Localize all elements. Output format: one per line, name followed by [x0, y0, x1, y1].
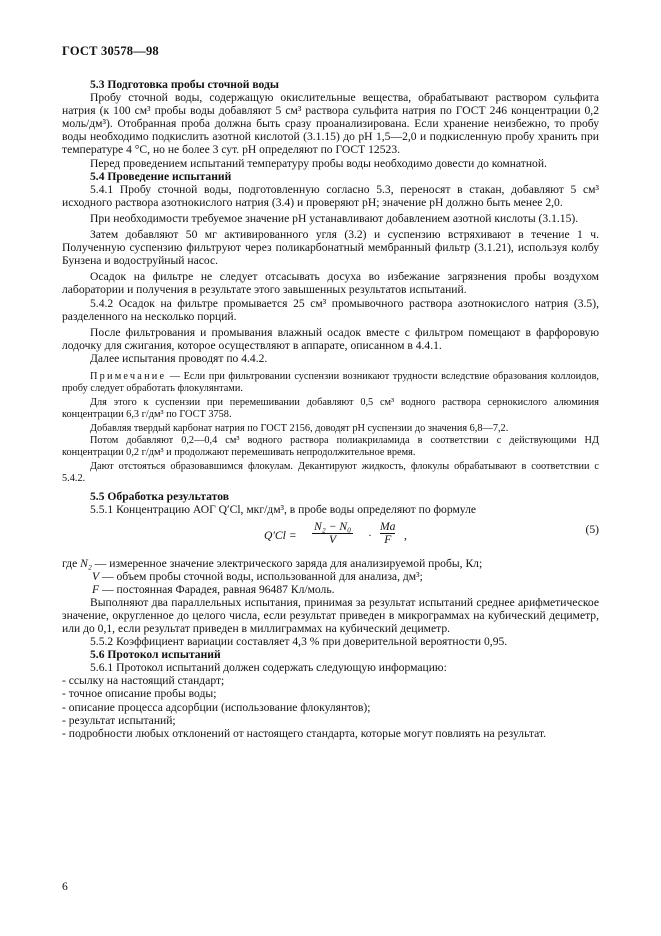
section-5-3-title: 5.3 Подготовка пробы сточной воды [90, 78, 279, 91]
note-paragraph-2: Для этого к суспензии при перемешивании добавляют 0,5 см³ водного раствора сернокислого алюминия концентрации 6,3 г/дм³ по ГОСТ 3758. [62, 397, 599, 420]
page-number: 6 [62, 880, 68, 893]
list-item: - результат испытаний; [62, 713, 176, 727]
note-block [62, 371, 599, 484]
section-5-4-2-paragraph-3: Далее испытания проводят по 4.4.2. [90, 351, 268, 365]
formula-fraction-1 [312, 521, 353, 546]
list-item: - описание процесса адсорбции (использование флокулянтов); [62, 700, 371, 714]
section-5-5-2-paragraph-1: 5.5.2 Коэффициент вариации составляет 4,3 % при доверительной вероятности 0,95. [90, 635, 508, 649]
section-5-4-1-paragraph-4: Осадок на фильтре не следует отсасывать досуха во избежание загрязнения пробы воздухом лаборатории и получения в результате этого завышенных результатов испытаний. [62, 270, 599, 297]
page-header: ГОСТ 30578—98 [62, 44, 159, 58]
section-5-4-title: 5.4 Проведение испытаний [90, 169, 232, 183]
section-5-4-1-paragraph-3: Затем добавляют 50 мг активированного угля (3.2) и суспензию встряхивают в течение 1 ч. Полученную суспензию фильтруют через поликарбонатный мембранный фильтр (3.1.21), используя колбу Бунзена и водоструйный насос. [62, 228, 599, 268]
note-paragraph-5: Дают отстояться образовавшимся флокулам. Декантируют жидкость, флокулы обрабатывают в соответствии с 5.4.2. [62, 461, 599, 484]
protocol-list [62, 674, 599, 739]
definition-row: где N₂ — измеренное значение электрического заряда для анализируемой пробы, Кл; [62, 556, 483, 570]
section-5-6-1-paragraph-1: 5.6.1 Протокол испытаний должен содержать следующую информацию: [90, 661, 447, 675]
section-5-3-paragraph-1: Пробу сточной воды, содержащую окислительные вещества, обрабатывают раствором сульфита натрия (к 100 см³ пробы воды добавляют 5 см³ раствора сульфита натрия по ГОСТ 246 концентрации 0,2 моль/дм³). Отобранная проба должна быть сразу проанализирована. Если хранение неизбежно, то пробу воды необходимо подкислить азотной кислотой (3.1.15) до pH 1,5—2,0 и подкисленную пробу хранить при температуре 4 °C, но не более 3 сут. pH определяют по ГОСТ 12523. [62, 91, 599, 157]
variable-definitions [62, 557, 599, 596]
note-label: Примечание [90, 370, 167, 382]
definition-row: F — постоянная Фарадея, равная 96487 Кл/моль. [92, 582, 335, 596]
section-5-4-2-paragraph-2: После фильтрования и промывания влажный осадок вместе с фильтром помещают в фарфоровую лодочку для сжигания, которое осуществляют в аппарате, описанном в 4.4.1. [62, 325, 599, 352]
section-5-4-1-paragraph-1: 5.4.1 Пробу сточной воды, подготовленную согласно 5.3, переносят в стакан, добавляют 5 см³ исходного раствора азотнокислого натрия (3.4) и проверяют pH; значение pH должно быть менее 2,0. [62, 182, 599, 209]
formula-numerator-1: N₂ − N₀ [314, 519, 352, 533]
document-body [62, 78, 599, 740]
formula-fraction-2 [380, 521, 395, 546]
note-paragraph-3: Добавляя твердый карбонат натрия по ГОСТ 2156, доводят pH суспензии до значения 6,8—7,2. [90, 423, 509, 435]
formula-dot: · [368, 528, 372, 542]
note-paragraph-1: — Если при фильтровании суспензии возникают трудности вследствие образования коллоидов, пробу следует обработать флокулянтами. [62, 370, 599, 394]
section-5-4-1-paragraph-2: При необходимости требуемое значение pH устанавливают добавлением азотной кислоты (3.1.15). [90, 211, 579, 225]
section-5-3-paragraph-2: Перед проведением испытаний температуру пробы воды необходимо довести до комнатной. [90, 156, 547, 170]
formula-denominator-2: F [384, 532, 392, 546]
section-5-5-1-paragraph-1: 5.5.1 Концентрацию АОГ Q′Cl, мкг/дм³, в пробе воды определяют по формуле [90, 503, 477, 517]
formula-tail: , [404, 528, 407, 542]
formula-lhs: Q′Cl = [264, 528, 297, 542]
note-paragraph-4: Потом добавляют 0,2—0,4 см³ водного раствора полиакриламида в соответствии с действующими НД концентрации 0,2 г/дм³ и продолжают перемешивать непродолжительное время. [62, 434, 599, 458]
list-item: - точное описание пробы воды; [62, 687, 217, 701]
section-5-5-1-paragraph-2: Выполняют два параллельных испытания, принимая за результат испытаний среднее арифметическое значение, округленное до целого числа, если результат приведен в микрограммах на кубический дециметр, или до 0,1, если результат приведен в миллиграммах на кубический дециметр. [62, 595, 599, 635]
list-item: - ссылку на настоящий стандарт; [62, 674, 225, 688]
definition-row: V — объем пробы сточной воды, использованной для анализа, дм³; [92, 569, 423, 583]
section-5-4-2-paragraph-1: 5.4.2 Осадок на фильтре промывается 25 см³ промывочного раствора азотнокислого натрия (3.5), разделенного на несколько порций. [62, 296, 599, 323]
section-5-6-title: 5.6 Протокол испытаний [90, 648, 221, 662]
section-5-5-title: 5.5 Обработка результатов [90, 490, 229, 504]
list-item: - подробности любых отклонений от настоящего стандарта, которые могут повлиять на результат. [62, 726, 547, 740]
formula-number: (5) [585, 522, 599, 536]
formula-5 [62, 519, 599, 553]
formula-denominator-1: V [329, 532, 337, 546]
formula-numerator-2: Ma [380, 519, 396, 533]
